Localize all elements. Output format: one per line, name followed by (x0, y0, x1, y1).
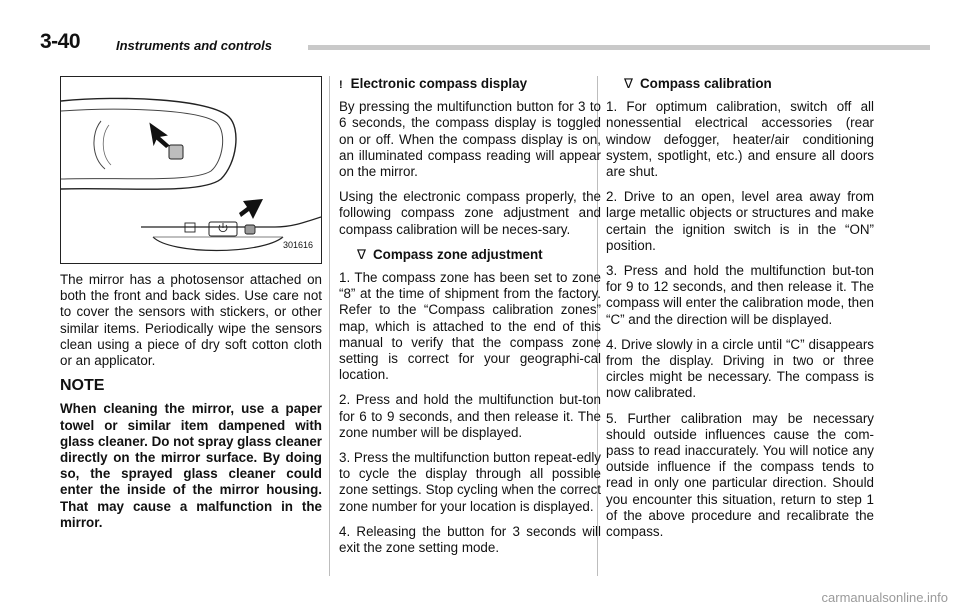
subsection-heading (357, 247, 601, 263)
note-title: NOTE (60, 377, 105, 395)
intro-paragraph: The mirror has a photosensor attached on both the front and back sides. Use care not to cover the sensors with stickers, or other similar items. Periodically wipe the sensors clean using a piece of dry soft cotton cloth or an applicator. (60, 272, 322, 369)
heading-bullet: ! (339, 79, 343, 91)
subsection-heading (624, 76, 874, 92)
section-title: Instruments and controls (116, 38, 273, 53)
page-number: 3-40 (40, 30, 81, 53)
step-item: 1. The compass zone has been set to zone “8” at the time of shipment from the factory. Refer to the “Compass calibration zones” map, which is attached to the end of this manual to verify that the compass zone setting is correct for your geographi-cal location. (339, 270, 601, 383)
figure-code: 301616 (282, 239, 313, 250)
note-text: When cleaning the mirror, use a paper towel or similar item dampened with glass cleaner. Do not spray glass cleaner directly on the mirror surface. By doing so, the sprayed glass cleaner could enter the inside of the mirror housing. That may cause a malfunction in the mirror. (60, 401, 322, 530)
column-divider (329, 76, 330, 576)
step-item: 3. Press the multifunction button repeat-edly to cycle the display through all possible zone settings. Stop cycling when the correct zone number for your location is displayed. (339, 450, 602, 514)
step-item: 5. Further calibration may be necessary should outside influences cause the com-pass to read inaccurately. You will notice any outside influence if the compass tends to read in only one particular direction. Should you encounter this situation, return to step 1 of the above procedure and recalibrate the compass. (606, 410, 874, 540)
step-item: 1. For optimum calibration, switch off all nonessential electrical accessories (rear window defogger, heater/air conditioning system, spotlight, etc.) and ensure all doors are shut. (606, 99, 874, 180)
column-right (606, 76, 874, 549)
step-item: 4. Drive slowly in a circle until “C” disappears from the display. Driving in two or three circles might be necessary. The compass is now calibrated. (606, 336, 874, 401)
triangle-marker-icon: ∇ (624, 76, 633, 91)
header-rule (308, 45, 930, 50)
section-heading (339, 76, 601, 93)
step-item: 2. Drive to an open, level area away from large metallic objects or structures and make certain the ignition switch is in the “ON” position. (606, 189, 874, 253)
mirror-illustration (61, 77, 321, 263)
page-header (40, 30, 930, 54)
step-item: 4. Releasing the button for 3 seconds will exit the zone setting mode. (339, 523, 601, 556)
subsection-heading-text: Compass zone adjustment (372, 246, 543, 262)
paragraph: By pressing the multifunction button for 3 to 6 seconds, the compass display is toggled on or off. When the compass display is on, an illuminated compass reading will appear on the mirror. (339, 99, 601, 180)
step-item: 2. Press and hold the multifunction but-ton for 6 to 9 seconds, and then release it. The zone number will be displayed. (339, 392, 601, 440)
watermark: carmanualsonline.info (821, 590, 948, 605)
paragraph: Using the electronic compass properly, the following compass zone adjustment and compass calibration will be neces-sary. (339, 189, 601, 237)
mirror-figure (60, 76, 322, 264)
heading-text: Electronic compass display (350, 76, 528, 91)
column-middle (339, 76, 601, 565)
column-left (60, 76, 322, 531)
subsection-heading-text: Compass calibration (639, 76, 772, 91)
triangle-marker-icon: ∇ (357, 246, 366, 262)
step-item: 3. Press and hold the multifunction but-ton for 9 to 12 seconds, and then release it. The compass will enter the calibration mode, then “C” and the direction will be displayed. (606, 263, 874, 327)
arrow-pointer-icon (149, 120, 170, 150)
